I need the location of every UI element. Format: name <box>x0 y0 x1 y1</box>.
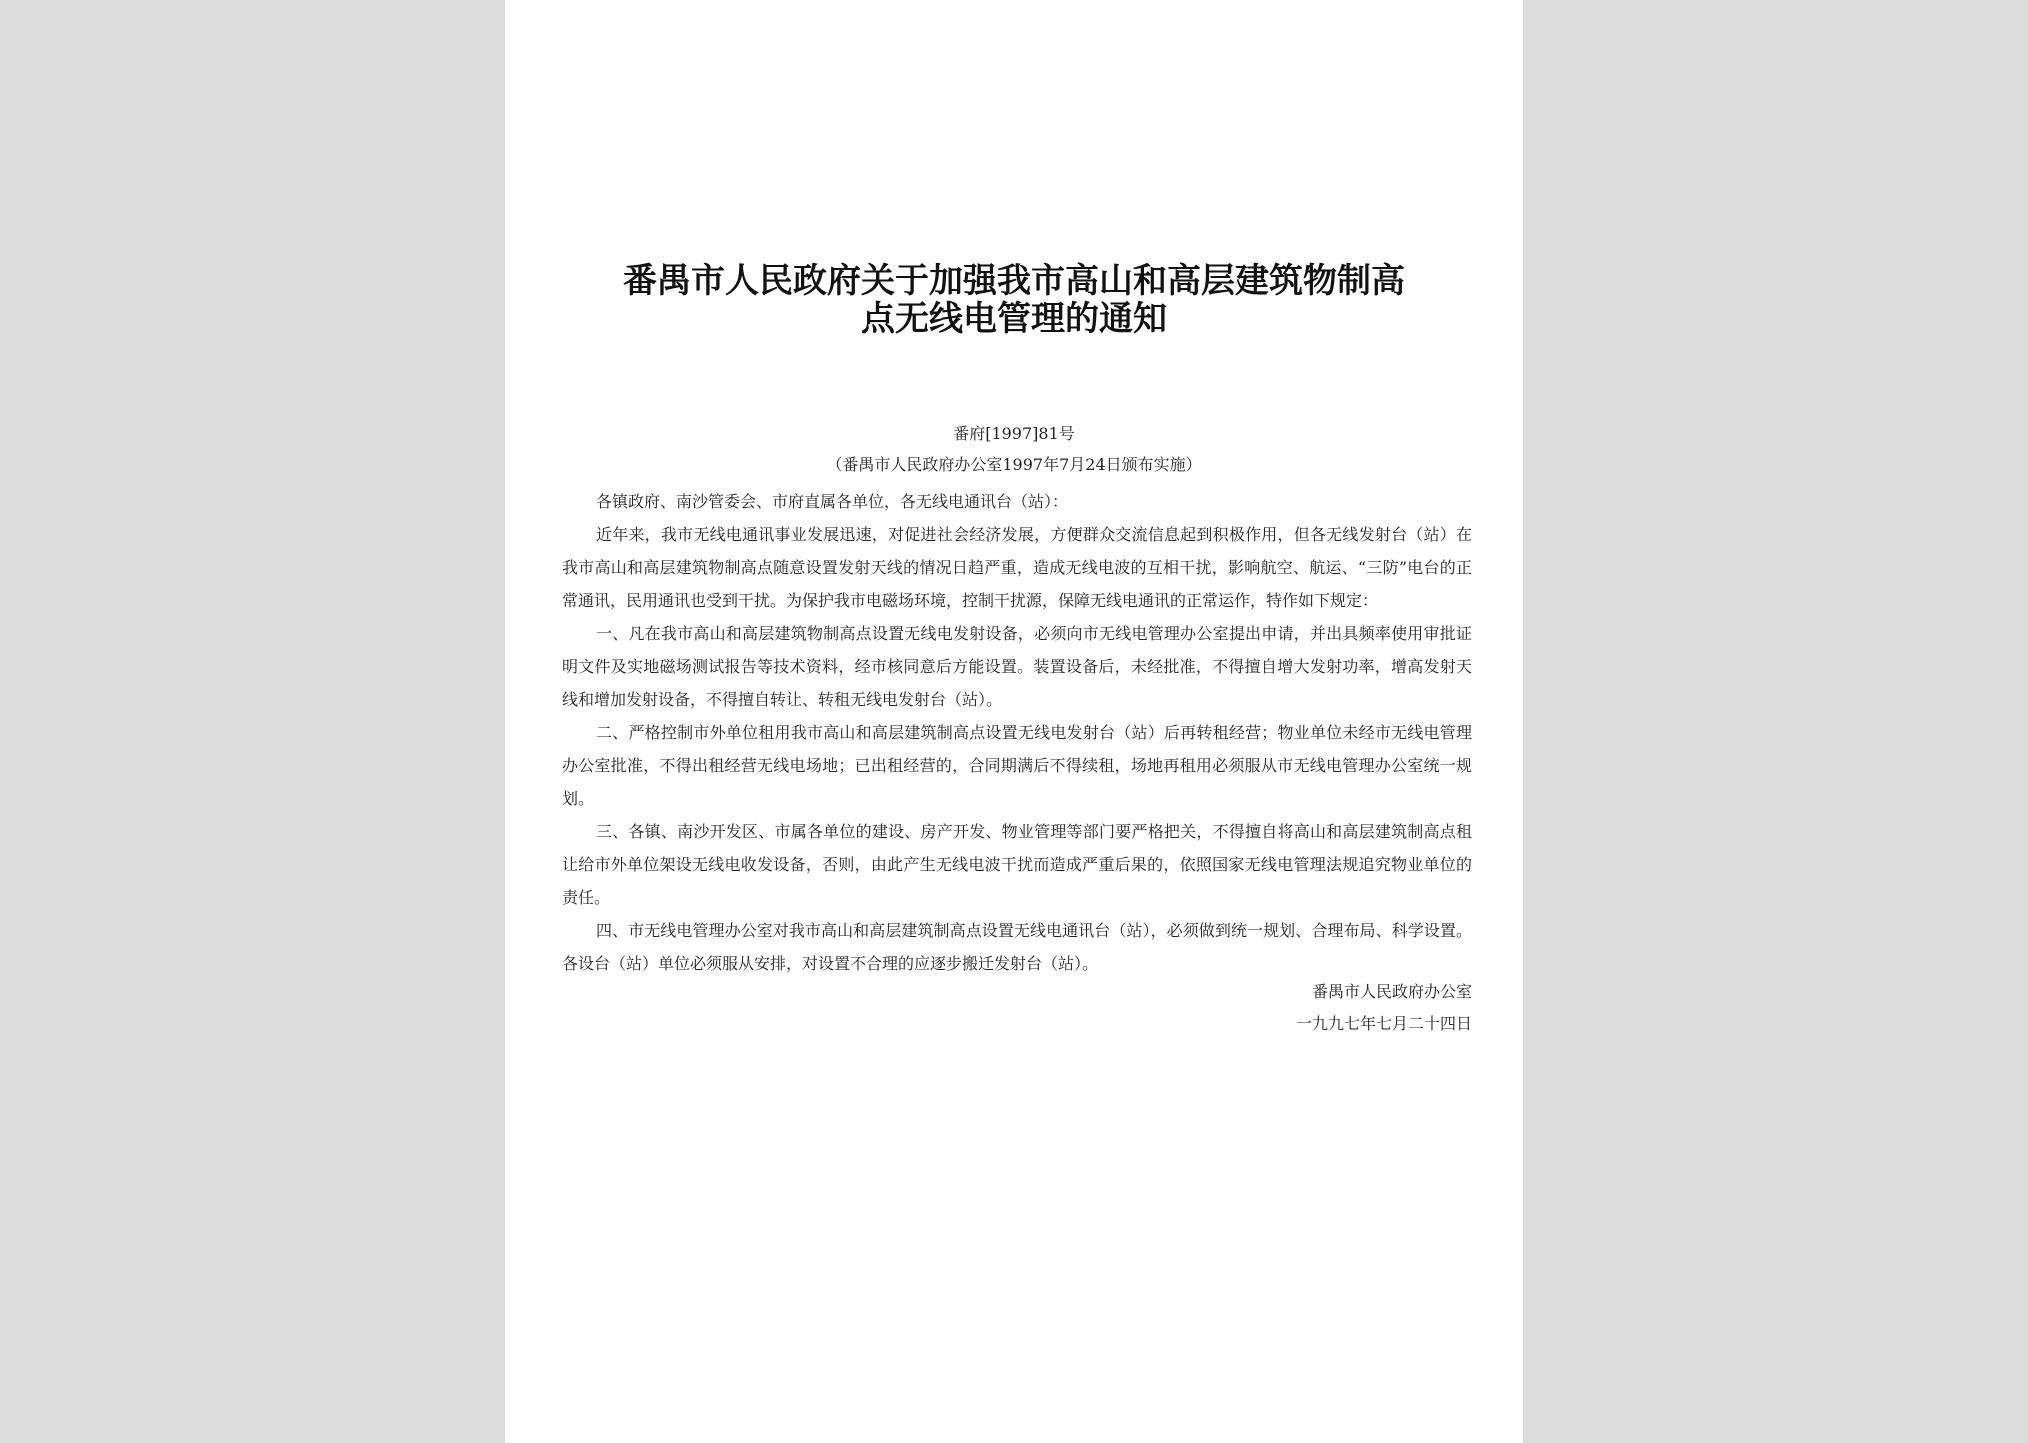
body-paragraph-3: 三、各镇、南沙开发区、市属各单位的建设、房产开发、物业管理等部门要严格把关，不得擅自将高山和高层建筑制高点租让给市外单位架设无线电收发设备，否则，由此产生无线电波干扰而造成严重后果的，依照国家无线电管理法规追究物业单位的责任。 <box>562 822 1472 907</box>
document-body <box>562 485 1472 980</box>
document-page <box>505 0 1523 1443</box>
body-paragraph-4: 四、市无线电管理办公室对我市高山和高层建筑制高点设置无线电通讯台（站），必须做到统一规划、合理布局、科学设置。各设台（站）单位必须服从安排，对设置不合理的应逐步搬迁发射台（站）。 <box>562 921 1472 973</box>
document-number: 番府[1997]81号 <box>953 424 1075 443</box>
issued-note: （番禺市人民政府办公室1997年7月24日颁布实施） <box>826 455 1202 474</box>
body-paragraph-2: 二、严格控制市外单位租用我市高山和高层建筑制高点设置无线电发射台（站）后再转租经营；物业单位未经市无线电管理办公室批准，不得出租经营无线电场地；已出租经营的，合同期满后不得续租，场地再租用必须服从市无线电管理办公室统一规划。 <box>562 723 1472 808</box>
title-line-2: 点无线电管理的通知 <box>861 299 1167 339</box>
signature-organization: 番禺市人民政府办公室 <box>1311 982 1472 1001</box>
title-line-1: 番禺市人民政府关于加强我市高山和高层建筑物制高 <box>623 261 1405 301</box>
document-title <box>565 262 1463 338</box>
signature-date: 一九九七年七月二十四日 <box>1295 1014 1472 1033</box>
body-paragraph-1: 一、凡在我市高山和高层建筑物制高点设置无线电发射设备，必须向市无线电管理办公室提出申请，并出具频率使用审批证明文件及实地磁场测试报告等技术资料，经市核同意后方能设置。装置设备后，未经批准，不得擅自增大发射功率，增高发射天线和增加发射设备，不得擅自转让、转租无线电发射台（站）。 <box>562 624 1472 709</box>
addressee-paragraph: 各镇政府、南沙管委会、市府直属各单位，各无线电通讯台（站）： <box>596 492 1069 511</box>
body-paragraph-intro: 近年来，我市无线电通讯事业发展迅速，对促进社会经济发展，方便群众交流信息起到积极作用，但各无线发射台（站）在我市高山和高层建筑物制高点随意设置发射天线的情况日趋严重，造成无线电波的互相干扰，影响航空、航运、“三防”电台的正常通讯，民用通讯也受到干扰。为保护我市电磁场环境，控制干扰源，保障无线电通讯的正常运作，特作如下规定： <box>562 525 1472 610</box>
